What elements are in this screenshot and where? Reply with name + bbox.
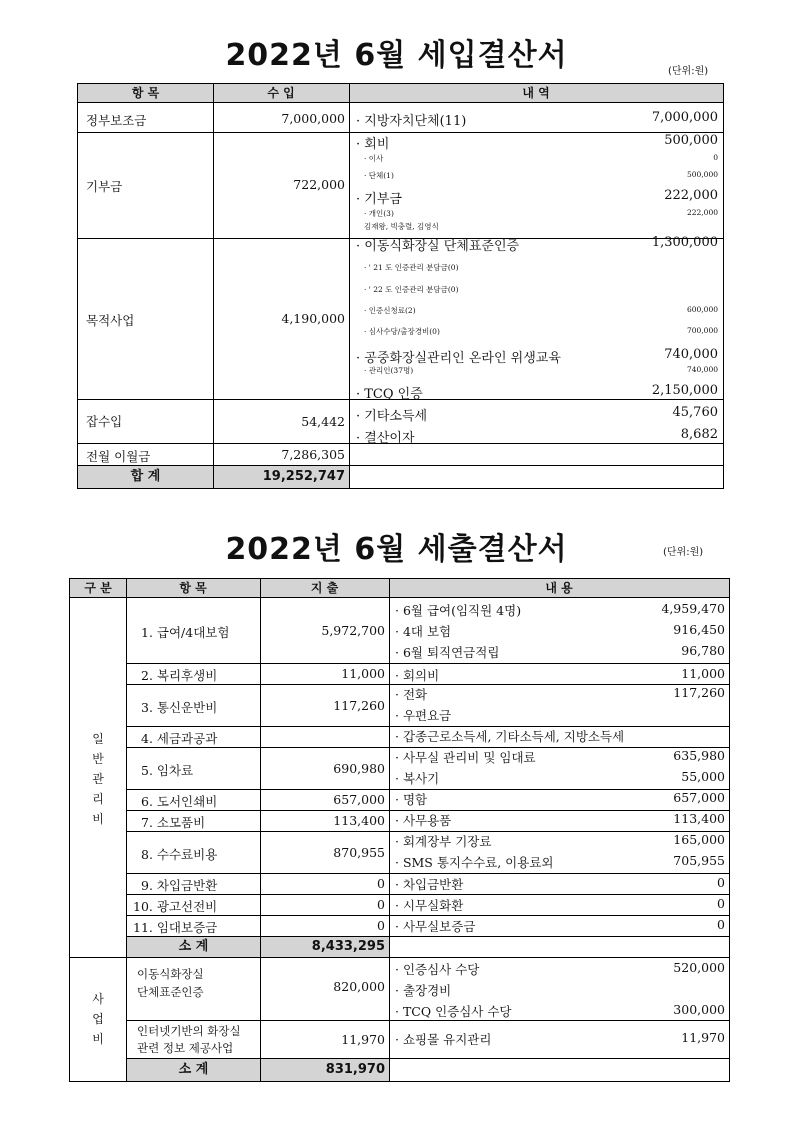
income-detail-value: 2,150,000 bbox=[651, 383, 718, 398]
income-detail-value: 500,000 bbox=[686, 170, 718, 179]
income-detail-text: · 결산이자 bbox=[356, 431, 415, 446]
biz-item-name: 이동식화장실 bbox=[137, 967, 204, 981]
expense-detail-value: 0 bbox=[717, 875, 725, 890]
expense-detail-value: 11,970 bbox=[681, 1030, 725, 1045]
income-header-detail: 내 역 bbox=[522, 86, 550, 100]
expense-unit: (단위:원) bbox=[663, 547, 704, 558]
income-detail-text: 김재왕, 빅충렬, 김영식 bbox=[364, 222, 439, 231]
income-detail-text: · 회비 bbox=[356, 137, 390, 152]
expense-table bbox=[69, 578, 730, 1082]
income-row-amount: 7,286,305 bbox=[281, 447, 345, 462]
expense-item-name: 5. 임차료 bbox=[141, 762, 194, 778]
income-row-name: 잡수입 bbox=[86, 414, 123, 429]
income-detail-text: · 단체(1) bbox=[364, 171, 394, 180]
income-detail-text: · ' 22 도 인증관리 분담금(0) bbox=[364, 285, 459, 294]
income-row-name: 기부금 bbox=[86, 179, 123, 194]
group-business-label bbox=[91, 989, 105, 1049]
expense-detail-value: 4,959,470 bbox=[661, 601, 725, 616]
biz-item-name: 관련 정보 제공사업 bbox=[137, 1041, 234, 1055]
income-row-amount: 722,000 bbox=[293, 177, 345, 192]
expense-detail-text: · 출장경비 bbox=[395, 983, 452, 998]
expense-detail-value: 113,400 bbox=[673, 811, 725, 826]
expense-detail-value: 55,000 bbox=[681, 769, 725, 784]
expense-item-amount: 11,000 bbox=[341, 666, 385, 681]
income-detail-text: · 관리인(37명) bbox=[364, 366, 414, 375]
expense-item-amount: 113,400 bbox=[333, 813, 385, 828]
expense-detail-value: 520,000 bbox=[673, 960, 725, 975]
expense-detail-text: · 쇼핑몰 유지관리 bbox=[395, 1032, 492, 1047]
income-detail-text: · 공중화장실관리인 온라인 위생교육 bbox=[356, 351, 561, 366]
income-detail-value: 740,000 bbox=[664, 347, 718, 362]
expense-detail-value: 96,780 bbox=[681, 643, 725, 658]
group-general-text: 일 반 관 리 비 bbox=[92, 732, 104, 826]
expense-header-amount: 지 출 bbox=[310, 581, 339, 595]
expense-item-amount: 870,955 bbox=[333, 844, 385, 860]
income-row-amount: 4,190,000 bbox=[281, 311, 345, 326]
expense-detail-text: · 회의비 bbox=[395, 668, 440, 683]
expense-detail-text: · 시무실화환 bbox=[395, 898, 464, 913]
subtotal1-amount: 8,433,295 bbox=[311, 939, 385, 954]
expense-item-amount: 5,972,700 bbox=[321, 623, 385, 638]
expense-detail-text: · 사무실보증금 bbox=[395, 919, 476, 934]
income-detail-text: · 이사 bbox=[364, 154, 384, 163]
income-detail-value: 600,000 bbox=[686, 305, 718, 314]
expense-detail-text: · 4대 보험 bbox=[395, 624, 452, 639]
income-header-amount: 수 입 bbox=[267, 86, 295, 100]
subtotal2-amount: 831,970 bbox=[325, 1062, 385, 1077]
income-row-name: 목적사업 bbox=[86, 313, 135, 328]
expense-detail-value: 0 bbox=[717, 896, 725, 911]
expense-detail-value: 165,000 bbox=[673, 832, 725, 847]
income-detail-text: · 개인(3) bbox=[364, 209, 394, 218]
subtotal1-label: 소 계 bbox=[127, 937, 260, 957]
expense-detail-value: 11,000 bbox=[681, 666, 725, 681]
expense-detail-text: · 6월 퇴직연금적립 bbox=[395, 645, 500, 660]
income-detail-value: 45,760 bbox=[672, 405, 718, 420]
income-detail-text: · 기부금 bbox=[356, 192, 402, 207]
income-detail-text: · 인증신청료(2) bbox=[364, 306, 416, 315]
expense-item-name: 7. 소모품비 bbox=[141, 815, 206, 830]
expense-item-name: 8. 수수료비용 bbox=[141, 846, 218, 862]
income-total-value bbox=[214, 466, 349, 488]
expense-detail-text: · SMS 통지수수료, 이용료외 bbox=[395, 855, 554, 870]
income-row-name: 전월 이월금 bbox=[86, 449, 151, 464]
income-detail-value: 740,000 bbox=[686, 365, 718, 374]
income-detail-text: · 기타소득세 bbox=[356, 409, 428, 424]
subtotal2-label: 소 계 bbox=[127, 1059, 260, 1081]
income-title: 2022년 6월 세입결산서 bbox=[225, 38, 568, 73]
expense-item-name: 9. 차입금반환 bbox=[141, 878, 218, 893]
income-detail-text: · 이동식화장실 단체표준인증 bbox=[356, 239, 520, 254]
expense-item-name: 4. 세금과공과 bbox=[141, 731, 218, 746]
expense-detail-text: · 사무실 관리비 및 임대료 bbox=[395, 750, 536, 765]
income-detail-value: 500,000 bbox=[664, 133, 718, 148]
expense-detail-value: 635,980 bbox=[673, 748, 725, 763]
biz-item-amount: 820,000 bbox=[333, 979, 385, 994]
expense-detail-value: 657,000 bbox=[673, 790, 725, 805]
expense-detail-value: 916,450 bbox=[673, 622, 725, 637]
expense-header-item: 항 목 bbox=[179, 581, 207, 595]
biz-item-amount: 11,970 bbox=[341, 1032, 385, 1047]
expense-item-amount: 690,980 bbox=[333, 760, 385, 776]
expense-detail-text: · 갑종근로소득세, 기타소득세, 지방소득세 bbox=[395, 729, 625, 744]
biz-item-name: 인터넷기반의 화장실 bbox=[137, 1024, 241, 1038]
expense-item-amount: 117,260 bbox=[333, 697, 385, 713]
income-detail-value: 1,300,000 bbox=[651, 235, 718, 250]
expense-detail-value: 300,000 bbox=[673, 1002, 725, 1017]
expense-header-detail: 내 용 bbox=[545, 581, 573, 595]
income-table bbox=[77, 83, 724, 489]
expense-item-name: 6. 도서인쇄비 bbox=[141, 794, 218, 809]
expense-item-name: 2. 복리후생비 bbox=[141, 668, 218, 683]
expense-detail-text: · 회계장부 기장료 bbox=[395, 834, 492, 849]
expense-detail-text: · 우편요금 bbox=[395, 708, 452, 723]
income-row-name: 정부보조금 bbox=[86, 113, 147, 128]
expense-detail-text: · 6월 급여(임직원 4명) bbox=[395, 603, 522, 618]
income-detail-value: 0 bbox=[713, 153, 718, 162]
biz-item-name: 단체표준인증 bbox=[137, 985, 204, 999]
expense-detail-text: · 인증심사 수당 bbox=[395, 962, 480, 977]
expense-item-name: 10. 광고선전비 bbox=[133, 899, 218, 914]
expense-item-name: 11. 임대보증금 bbox=[133, 920, 218, 935]
income-total-amount: 19,252,747 bbox=[262, 469, 345, 484]
expense-item-amount: 0 bbox=[377, 897, 385, 912]
expense-title: 2022년 6월 세출결산서 bbox=[225, 532, 568, 567]
expense-item-amount: 657,000 bbox=[333, 792, 385, 807]
income-detail-text: · TCQ 인증 bbox=[356, 387, 423, 402]
subtotal1-value bbox=[261, 937, 389, 957]
income-detail-value: 222,000 bbox=[686, 208, 718, 217]
expense-detail-text: · 사무용품 bbox=[395, 813, 452, 828]
expense-header-group: 구 분 bbox=[84, 581, 112, 595]
expense-detail-text: · 복사기 bbox=[395, 771, 440, 786]
income-detail-value: 8,682 bbox=[680, 427, 718, 442]
income-row-amount: 7,000,000 bbox=[281, 111, 345, 126]
expense-detail-value: 705,955 bbox=[673, 853, 725, 868]
income-detail-value: 700,000 bbox=[686, 326, 718, 335]
expense-detail-text: · 명함 bbox=[395, 792, 428, 807]
income-total-label: 합 계 bbox=[78, 466, 213, 488]
group-general-label bbox=[91, 729, 105, 829]
expense-item-name: 3. 통신운반비 bbox=[141, 699, 218, 715]
subtotal2-value bbox=[261, 1059, 389, 1081]
expense-item-amount: 0 bbox=[377, 918, 385, 933]
expense-detail-value: 0 bbox=[717, 917, 725, 932]
income-detail-value: 7,000,000 bbox=[651, 110, 718, 125]
expense-detail-text: · 전화 bbox=[395, 687, 428, 702]
income-detail-text: · 지방자치단체(11) bbox=[356, 114, 467, 129]
income-detail-text: · 심사수당/출장경비(0) bbox=[364, 327, 440, 336]
group-business-text: 사 업 비 bbox=[92, 992, 104, 1046]
income-header-item: 항 목 bbox=[131, 86, 160, 100]
expense-detail-value: 117,260 bbox=[673, 685, 725, 700]
income-unit: (단위:원) bbox=[668, 66, 709, 77]
income-detail-value: 222,000 bbox=[664, 188, 718, 203]
expense-item-name: 1. 급여/4대보험 bbox=[141, 625, 230, 640]
income-detail-text: · ' 21 도 인증관리 분담금(0) bbox=[364, 263, 459, 272]
income-row-amount: 54,442 bbox=[301, 414, 345, 429]
expense-detail-text: · 차입금반환 bbox=[395, 877, 464, 892]
expense-item-amount: 0 bbox=[377, 876, 385, 891]
expense-detail-text: · TCQ 인증심사 수당 bbox=[395, 1004, 512, 1019]
